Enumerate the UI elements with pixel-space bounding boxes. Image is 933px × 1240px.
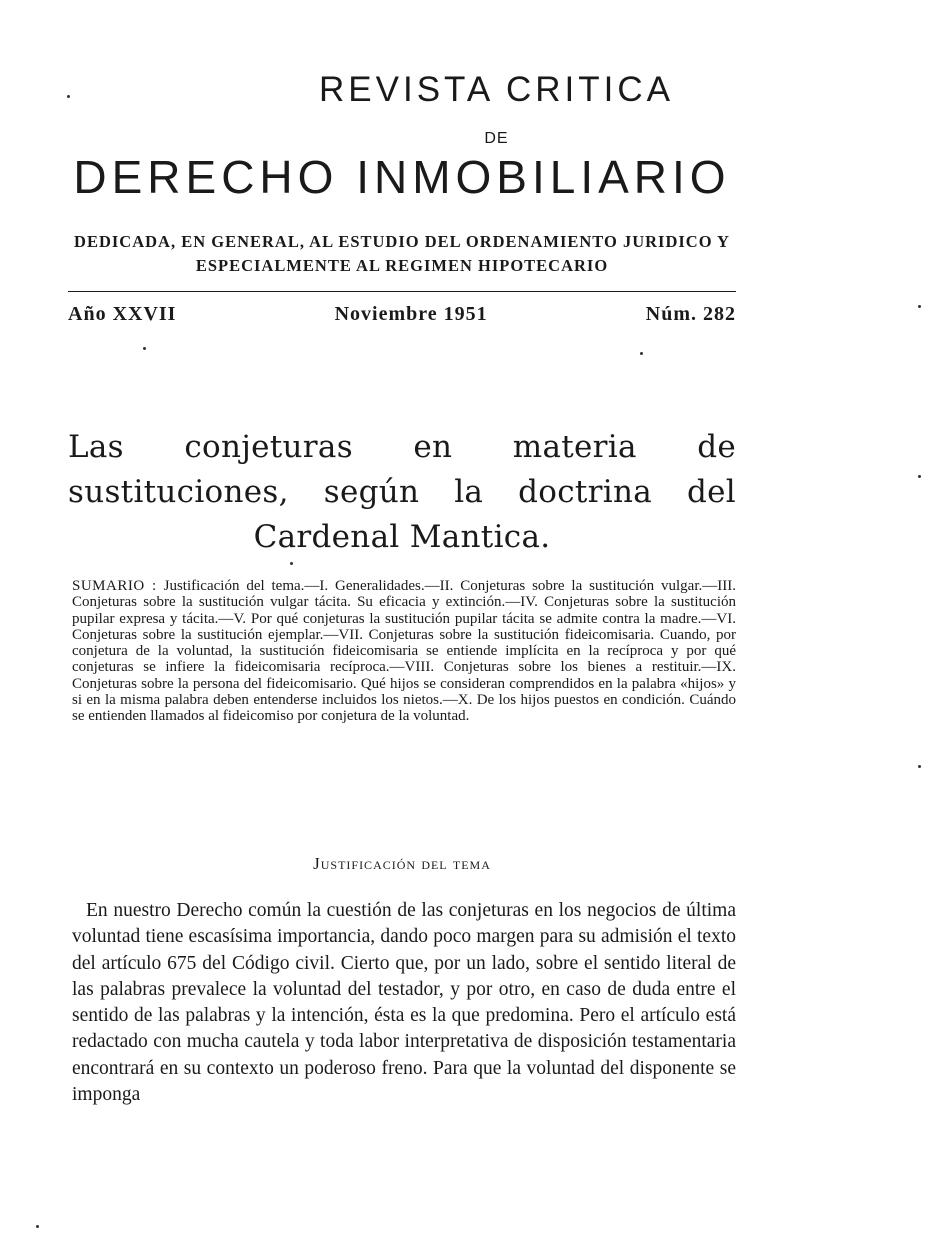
article-title: Las conjeturas en materia de sustituciones, según la doctrina del Cardenal Mantica.: [68, 429, 736, 555]
scan-speck: [918, 305, 921, 308]
scan-speck: [918, 765, 921, 768]
body-paragraph: En nuestro Derecho común la cuestión de las conjeturas en los negocios de última voluntad tiene escasísima importancia, dando poco margen para su admisión el texto del artículo 675 del Código civil. Cierto que, por un lado, sobre el sentido literal de las palabras prevalece la voluntad del testador, y por otro, en caso de duda entre el sentido de las palabras y la intención, ésta es la que predomina. Pero el artículo está redactado con mucha cautela y toda labor interpretativa de disposición testamentaria encontrará en su contexto un poderoso freno. Para que la voluntad del disponente se imponga: [72, 900, 736, 1106]
scan-speck: [36, 1225, 39, 1228]
section-heading: Justificación del tema: [313, 854, 491, 873]
issue-number: Núm. 282: [645, 303, 736, 325]
summary-text: Justificación del tema.—I. Generalidades.—II. Conjeturas sobre la sustitución vulgar.—III. Conjeturas sobre la sustitución vulgar tácita. Su eficacia y extinción.—IV. Conjeturas sobre la sustitución pupilar expresa y tácita.—V. Por qué conjeturas la sustitución pupilar tácita se admite contra la madre.—VI. Conjeturas sobre la sustitución ejemplar.—VII. Conjeturas sobre la sustitución fideicomisaria. Cuando, por conjetura de la voluntad, la sustitución fideicomisaria se entiende implícita en la recíproca y por qué conjeturas se infiere la fideicomisaria recíproca.—VIII. Conjeturas sobre los bienes a restituir.—IX. Conjeturas sobre la persona del fideicomisario. Qué hijos se consideran comprendidos en la palabra «hijos» y si en la misma palabra deben entenderse incluidos los nietos.—X. De los hijos puestos en condición. Cuándo se entienden llamados al fideicomiso por conjetura de la voluntad.: [72, 578, 736, 725]
scan-speck: [143, 347, 146, 350]
issue-date: Noviembre 1951: [334, 303, 488, 325]
scan-speck: [918, 475, 921, 478]
header-rule: [68, 291, 736, 292]
scan-speck: [67, 95, 70, 98]
issue-year: Año XXVII: [68, 303, 177, 325]
scan-speck: [290, 562, 293, 565]
summary-block: [72, 578, 736, 725]
journal-subtitle: DERECHO INMOBILIARIO: [73, 151, 731, 203]
issue-info: [68, 303, 736, 326]
journal-title: REVISTA CRITICA: [319, 70, 674, 109]
journal-title-connector: DE: [484, 130, 509, 147]
scan-speck: [640, 352, 643, 355]
journal-dedication: DEDICADA, EN GENERAL, AL ESTUDIO DEL ORDENAMIENTO JURIDICO Y ESPECIALMENTE AL REGIMEN HIPOTECARIO: [74, 232, 730, 275]
summary-label: SUMARIO :: [72, 578, 157, 594]
